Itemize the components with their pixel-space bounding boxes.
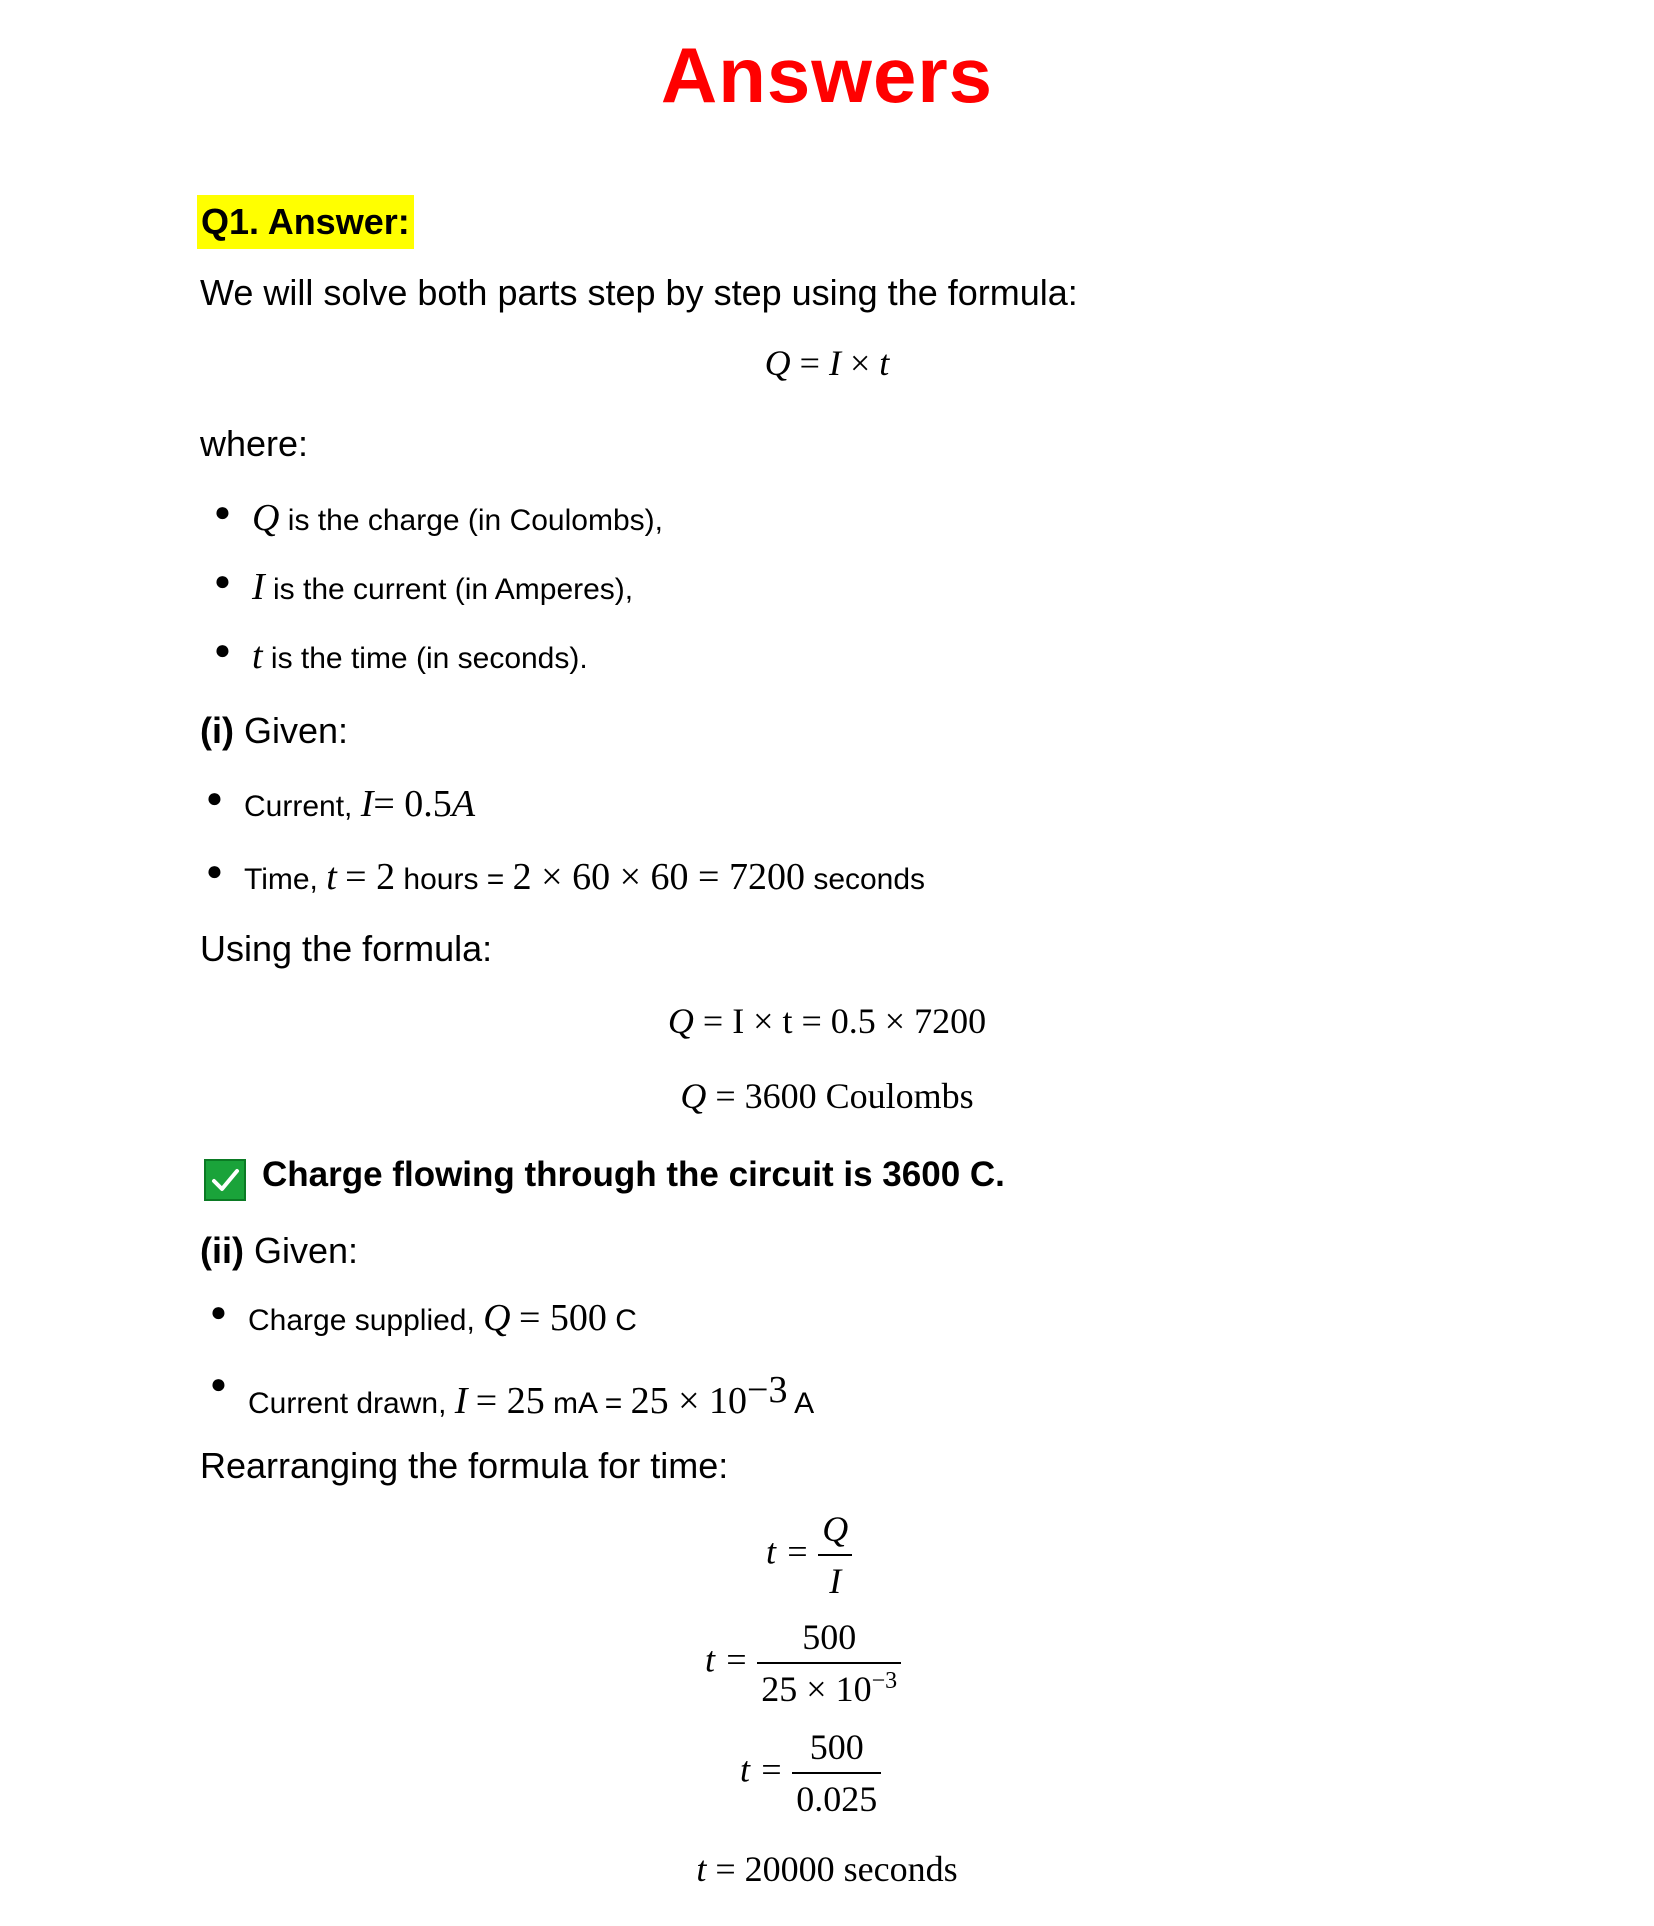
definition-item-i	[214, 565, 634, 609]
part2-given: Given:	[254, 1230, 359, 1271]
page-title: Answers	[660, 31, 994, 119]
final-expression: = 20000 seconds	[715, 1849, 958, 1889]
charge-symbol: Q	[483, 1297, 511, 1339]
result-expression: = 3600 Coulombs	[715, 1076, 974, 1116]
part2-current	[210, 1368, 815, 1423]
part2-heading	[200, 1230, 358, 1272]
part1-calc	[0, 1000, 1654, 1042]
equation-t-500-over-25e-3	[705, 1616, 901, 1710]
current-symbol: I	[360, 783, 374, 825]
bullet-icon: ●	[214, 496, 231, 527]
equation-t-500-over-0025	[740, 1726, 881, 1820]
eq2-den-exponent: −3	[871, 1668, 898, 1694]
eq1-denominator: I	[829, 1561, 842, 1601]
current-drawn-symbol: I	[454, 1380, 468, 1422]
bullet-icon: ●	[206, 782, 223, 813]
charge-value: = 500	[518, 1297, 607, 1339]
eq2-lhs: t =	[705, 1639, 749, 1680]
definition-item-t	[214, 634, 588, 678]
time-unit: seconds	[813, 863, 926, 896]
charge-unit: C	[615, 1304, 637, 1337]
def-symbol: t	[252, 635, 263, 677]
equation-t-q-over-i	[766, 1508, 852, 1602]
eq3-lhs: t =	[740, 1749, 784, 1790]
intro-text: We will solve both parts step by step using the formula:	[200, 272, 1078, 313]
time-symbol: t	[326, 856, 337, 898]
bullet-icon: ●	[214, 634, 231, 665]
eq2-fraction	[757, 1616, 901, 1710]
eq3-numerator: 500	[792, 1726, 881, 1774]
part1-time	[206, 855, 926, 899]
eq2-numerator: 500	[757, 1616, 901, 1664]
part1-label: (i)	[200, 710, 234, 751]
part1-result	[0, 1075, 1654, 1117]
eq1-numerator: Q	[818, 1508, 852, 1556]
eq2-denominator	[757, 1664, 901, 1710]
def-symbol: I	[252, 566, 265, 608]
definition-item-q	[214, 496, 663, 540]
current-exponent: −3	[747, 1369, 788, 1411]
def-text: is the time (in seconds).	[270, 642, 588, 675]
time-eq: = 2	[345, 856, 396, 898]
bullet-icon: ●	[210, 1368, 227, 1399]
current-label: Current,	[244, 790, 353, 823]
current-drawn-value: = 25	[475, 1380, 545, 1422]
formula-times: ×	[849, 343, 871, 383]
part2-label: (ii)	[200, 1230, 244, 1271]
bullet-icon: ●	[210, 1296, 227, 1327]
where-label: where:	[200, 423, 309, 464]
time-label: Time,	[244, 863, 318, 896]
part2-charge	[210, 1296, 637, 1340]
eq3-fraction	[792, 1726, 881, 1820]
calc-q: Q	[667, 1001, 694, 1041]
def-text: is the charge (in Coulombs),	[287, 504, 663, 537]
formula-eq: =	[799, 343, 820, 383]
result-q: Q	[680, 1076, 707, 1116]
formula-i: I	[828, 343, 841, 383]
current-calc: 25 × 10	[630, 1380, 748, 1422]
final-t: t	[696, 1849, 707, 1889]
calc-expression: = I × t = 0.5 × 7200	[702, 1001, 987, 1041]
def-text: is the current (in Amperes),	[273, 573, 634, 606]
eq2-den-base: 25 × 10	[761, 1669, 872, 1709]
current-unit: A	[451, 783, 476, 825]
part1-given: Given:	[244, 710, 349, 751]
final-result	[0, 1848, 1654, 1890]
eq3-denominator: 0.025	[796, 1779, 878, 1819]
current-drawn-unit: A	[794, 1387, 815, 1420]
main-formula	[0, 342, 1654, 384]
question-heading: Q1. Answer:	[197, 195, 414, 249]
part1-answer: Charge flowing through the circuit is 3600 C.	[262, 1155, 1005, 1194]
part1-current	[206, 782, 476, 826]
bullet-icon: ●	[206, 855, 223, 886]
eq1-fraction	[818, 1508, 852, 1602]
current-value: = 0.5	[373, 783, 452, 825]
current-ma: mA =	[553, 1387, 623, 1420]
formula-q: Q	[764, 343, 791, 383]
def-symbol: Q	[252, 497, 280, 539]
time-hours: hours =	[403, 863, 505, 896]
time-calc: 2 × 60 × 60 = 7200	[512, 856, 805, 898]
charge-label: Charge supplied,	[248, 1304, 475, 1337]
current-drawn-label: Current drawn,	[248, 1387, 447, 1420]
checkmark-icon	[204, 1159, 246, 1201]
formula-t: t	[879, 343, 890, 383]
rearrange-text: Rearranging the formula for time:	[200, 1445, 729, 1486]
using-formula: Using the formula:	[200, 928, 493, 969]
bullet-icon: ●	[214, 565, 231, 596]
part1-heading	[200, 710, 348, 752]
eq1-lhs: t =	[766, 1531, 810, 1572]
